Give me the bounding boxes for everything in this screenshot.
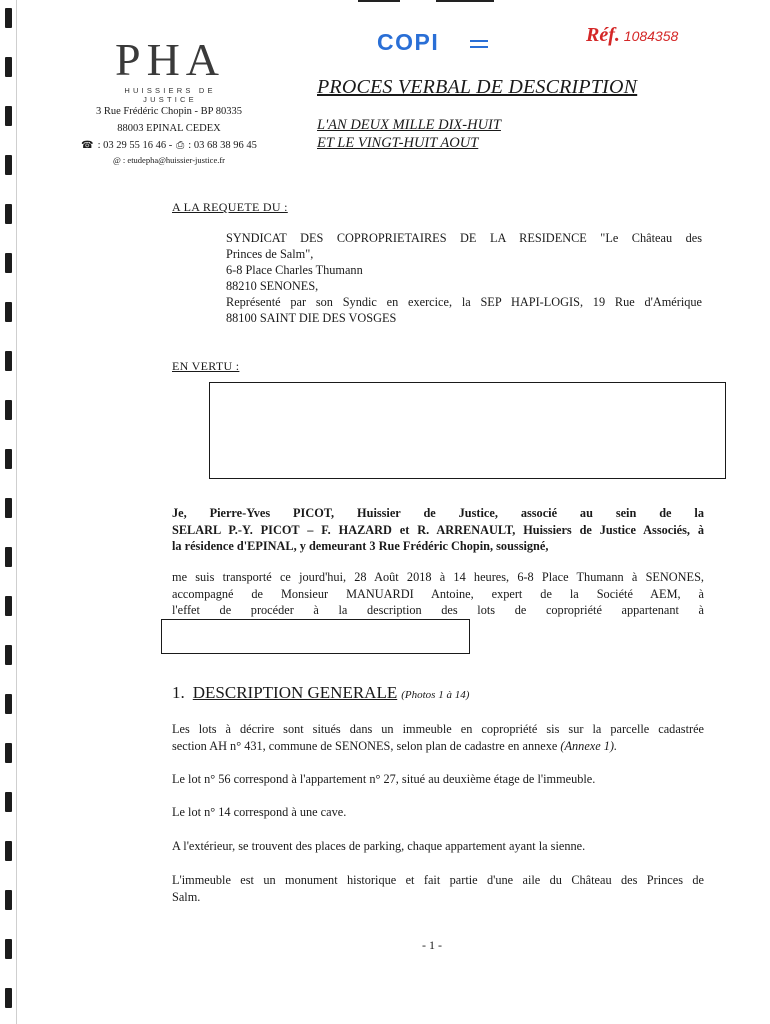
requerant-line: 88210 SENONES, (226, 279, 319, 293)
top-scan-marks (350, 0, 500, 3)
transport-paragraph (172, 569, 704, 619)
firm-address (58, 103, 280, 166)
requerant-line: SYNDICAT DES COPROPRIETAIRES DE LA RESIDENCE "Le Château des (226, 231, 702, 245)
paragraph-line (172, 738, 704, 755)
binding-hole (5, 988, 12, 1008)
paragraph-line: Salm. (172, 889, 201, 904)
section-heading (172, 683, 469, 703)
binding-hole (5, 106, 12, 126)
email-line: @ : etudepha@huissier-justice.fr (112, 155, 226, 165)
section-note: (Photos 1 à 14) (401, 689, 470, 701)
firm-logo (95, 36, 245, 104)
paragraph-line: L'immeuble est un monument historique et fait partie d'une aile du Château des Princes de (172, 873, 704, 887)
reference-annotation (586, 24, 678, 47)
copie-stamp: COPI (377, 29, 440, 55)
bailiff-intro (172, 505, 704, 555)
binding-hole (5, 351, 12, 371)
body-paragraph (172, 804, 704, 821)
paragraph-text: section AH n° 431, commune de SENONES, selon plan de cadastre en annexe (172, 738, 561, 753)
address-line2: 88003 EPINAL CEDEX (117, 123, 221, 134)
binding-hole (5, 841, 12, 861)
requerant-line: 88100 SAINT DIE DES VOSGES (226, 311, 397, 325)
section-number: 1. (172, 683, 185, 702)
logo-mark: PHA (114, 34, 226, 85)
binding-edge-line (16, 0, 17, 1024)
binding-hole (5, 939, 12, 959)
phone-fax-line (58, 137, 280, 154)
copie-stamp-stroke (470, 40, 488, 42)
section-title: DESCRIPTION GENERALE (192, 683, 398, 702)
fax-icon: ⎙ (176, 140, 185, 151)
reference-prefix: Réf. (586, 24, 620, 46)
intro-line: SELARL P.-Y. PICOT – F. HAZARD et R. ARRENAULT, Huissiers de Justice Associés, à (172, 522, 704, 537)
transport-line: accompagné de Monsieur MANUARDI Antoine, expert de la Société AEM, à (172, 586, 704, 601)
paragraph-line: Le lot n° 56 correspond à l'appartement n° 27, situé au deuxième étage de l'immeuble. (172, 772, 596, 786)
redacted-owner-box (161, 619, 470, 654)
document-title: PROCES VERBAL DE DESCRIPTION (317, 76, 638, 98)
binding-hole (5, 890, 12, 910)
binding-hole (5, 302, 12, 322)
redacted-box (209, 382, 726, 479)
binding-hole (5, 449, 12, 469)
body-paragraph (172, 838, 704, 855)
binding-hole (5, 645, 12, 665)
body-paragraph (172, 771, 704, 788)
intro-line: la résidence d'EPINAL, y demeurant 3 Rue Frédéric Chopin, soussigné, (172, 539, 549, 553)
binding-hole (5, 155, 12, 175)
transport-line: l'effet de procéder à la description des lots de copropriété appartenant à (172, 603, 704, 617)
binding-hole (5, 498, 12, 518)
phone-icon: ☎ (81, 140, 94, 151)
phone-text: : 03 29 55 16 46 - (97, 140, 173, 151)
binding-hole (5, 694, 12, 714)
binding-hole (5, 743, 12, 763)
annex-reference: (Annexe 1). (560, 738, 618, 753)
binding-hole (5, 57, 12, 77)
body-paragraph (172, 872, 704, 905)
spiral-binding (0, 0, 20, 1024)
copie-stamp-stroke (470, 46, 488, 48)
binding-hole (5, 204, 12, 224)
intro-line: Je, Pierre-Yves PICOT, Huissier de Justice, associé au sein de la (172, 506, 704, 520)
paragraph-line: Le lot n° 14 correspond à une cave. (172, 805, 347, 819)
address-line1: 3 Rue Frédéric Chopin - BP 80335 (95, 106, 242, 117)
binding-hole (5, 547, 12, 567)
requerant-line: 6-8 Place Charles Thumann (226, 263, 363, 277)
binding-hole (5, 8, 12, 28)
reference-number: 1084358 (623, 28, 679, 44)
binding-hole (5, 253, 12, 273)
binding-hole (5, 596, 12, 616)
fax-text: : 03 68 38 96 45 (188, 140, 257, 151)
transport-line: me suis transporté ce jourd'hui, 28 Août 2018 à 14 heures, 6-8 Place Thumann à SENONES, (172, 570, 704, 584)
paragraph-line: A l'extérieur, se trouvent des places de parking, chaque appartement ayant la sienne. (172, 839, 586, 853)
date-line-1: L'AN DEUX MILLE DIX-HUIT (317, 117, 501, 133)
vertu-heading: EN VERTU : (172, 359, 240, 373)
logo-subtitle: HUISSIERS DE JUSTICE (124, 86, 216, 104)
page-number: - 1 - (422, 938, 442, 952)
requerant-line: Représenté par son Syndic en exercice, la SEP HAPI-LOGIS, 19 Rue d'Amérique (226, 295, 702, 309)
date-line-2: ET LE VINGT-HUIT AOUT (317, 135, 479, 151)
body-paragraph (172, 721, 704, 754)
binding-hole (5, 792, 12, 812)
binding-hole (5, 400, 12, 420)
requerant-line: Princes de Salm", (226, 247, 314, 261)
requerant-block (226, 230, 702, 326)
requete-heading: A LA REQUETE DU : (172, 200, 288, 214)
paragraph-line: Les lots à décrire sont situés dans un immeuble en copropriété sis sur la parcelle cadastrée (172, 722, 704, 736)
